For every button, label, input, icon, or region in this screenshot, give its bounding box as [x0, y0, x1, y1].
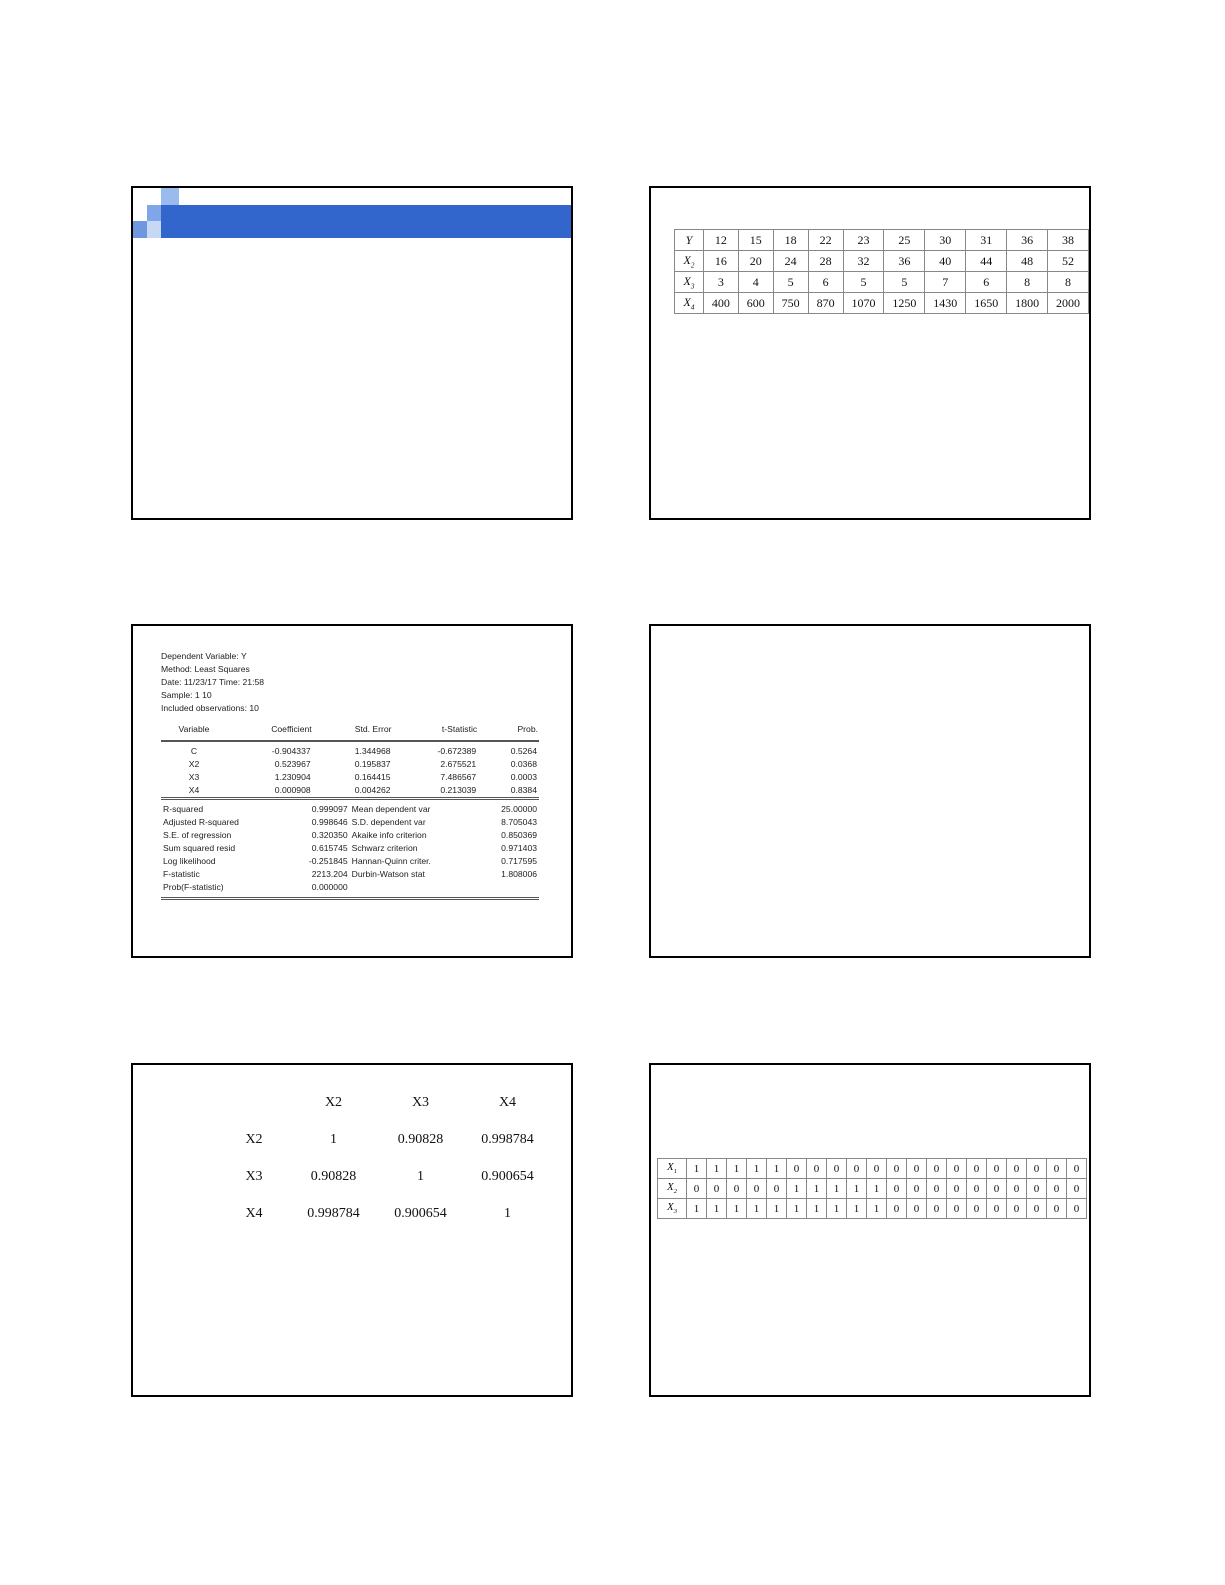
table-cell: 1: [827, 1179, 847, 1199]
table-cell: 36: [1007, 230, 1048, 251]
matrix-row: [219, 1159, 550, 1194]
coefficient-row: [161, 758, 539, 771]
table-cell: 8: [1048, 272, 1089, 293]
row-label-text: X: [683, 294, 691, 309]
correlation-matrix: [217, 1083, 552, 1233]
matrix-cell: 0.998784: [307, 1205, 360, 1221]
statistic-cell: 0.000000: [284, 881, 350, 899]
row-label-text: X: [683, 252, 691, 267]
row-label: [658, 1199, 687, 1219]
statistic-cell: 0.615745: [311, 843, 348, 853]
slide-4: [649, 624, 1091, 958]
table-cell: 6: [808, 272, 843, 293]
decor-square: [147, 221, 161, 238]
table-cell: 16: [703, 251, 738, 272]
coefficient-cell: 0.164415: [354, 772, 391, 782]
statistic-cell: F-statistic: [163, 869, 200, 879]
column-header: Std. Error: [354, 724, 392, 734]
statistic-cell: R-squared: [161, 799, 284, 817]
matrix-cell: 1: [330, 1131, 337, 1147]
decor-square: [161, 188, 179, 205]
title-bar: [161, 205, 573, 238]
statistic-row: [161, 829, 539, 842]
table-cell: 0: [1027, 1179, 1047, 1199]
statistic-cell: Schwarz criterion: [351, 843, 418, 853]
statistic-cell: 0.999097: [284, 799, 350, 817]
matrix-cell: 0.998784: [481, 1131, 534, 1147]
statistic-cell: -0.251845: [308, 856, 348, 866]
table-cell: 40: [925, 251, 966, 272]
row-label: [675, 230, 704, 251]
decor-square: [133, 221, 147, 238]
coefficient-cell: X2: [188, 759, 200, 769]
table-cell: 0: [967, 1199, 987, 1219]
coefficient-cell: -0.672389: [393, 741, 479, 758]
row-label-text: X: [666, 1181, 674, 1194]
row-label-subscript: 2: [690, 261, 695, 270]
matrix-row: [219, 1196, 550, 1231]
column-header: X2: [324, 1094, 343, 1110]
column-header: t-Statistic: [441, 724, 478, 734]
row-label: [658, 1179, 687, 1199]
header-line: Sample: 1 10: [161, 690, 212, 700]
row-label-subscript: 1: [673, 1168, 678, 1176]
row-label-text: Y: [685, 232, 693, 247]
corner-cell: [219, 1085, 289, 1120]
table-cell: 0: [1027, 1159, 1047, 1179]
statistic-cell: [478, 881, 539, 899]
slide-5: [131, 1063, 573, 1397]
table-cell: 0: [947, 1159, 967, 1179]
column-header: X4: [498, 1094, 517, 1110]
coefficient-cell: -0.904337: [227, 741, 313, 758]
row-label-subscript: 3: [673, 1208, 678, 1216]
table-cell: 24: [773, 251, 808, 272]
column-header: Coefficient: [271, 724, 312, 734]
table-cell: 1: [747, 1199, 767, 1219]
coefficient-table: [161, 721, 539, 797]
coefficient-cell: X4: [188, 785, 200, 795]
dummy-table: [657, 1158, 1087, 1219]
table-cell: 1: [827, 1199, 847, 1219]
table-cell: 0: [827, 1159, 847, 1179]
table-cell: 0: [1027, 1199, 1047, 1219]
table-row: [675, 272, 1089, 293]
statistic-cell: Durbin-Watson stat: [351, 869, 425, 879]
table-cell: 0: [927, 1199, 947, 1219]
table-cell: 1: [847, 1199, 867, 1219]
table-cell: 0: [907, 1199, 927, 1219]
table-cell: 0: [1067, 1199, 1087, 1219]
table-cell: 0: [707, 1179, 727, 1199]
table-cell: 1: [847, 1179, 867, 1199]
row-label: [658, 1159, 687, 1179]
table-cell: 1: [747, 1159, 767, 1179]
table-row: [658, 1199, 1087, 1219]
row-label: [675, 293, 704, 314]
table-row: [658, 1159, 1087, 1179]
table-cell: 0: [767, 1179, 787, 1199]
row-label: X3: [245, 1168, 263, 1184]
statistic-row: [161, 799, 539, 817]
slide-6: [649, 1063, 1091, 1397]
table-row: [675, 293, 1089, 314]
statistic-cell: Log likelihood: [163, 856, 216, 866]
table-cell: 0: [1067, 1179, 1087, 1199]
table-cell: 1800: [1007, 293, 1048, 314]
coefficient-cell: 2.675521: [440, 759, 477, 769]
regression-header: [161, 650, 539, 715]
statistic-cell: 0.320350: [311, 830, 348, 840]
table-cell: 1250: [884, 293, 925, 314]
table-cell: 0: [907, 1179, 927, 1199]
table-cell: 1650: [966, 293, 1007, 314]
table-cell: 0: [1007, 1159, 1027, 1179]
table-cell: 48: [1007, 251, 1048, 272]
table-cell: 3: [703, 272, 738, 293]
table-cell: 0: [787, 1159, 807, 1179]
table-cell: 0: [987, 1179, 1007, 1199]
matrix-cell: 0.90828: [310, 1168, 357, 1184]
coefficient-cell: 1.344968: [313, 741, 393, 758]
table-cell: 12: [703, 230, 738, 251]
table-cell: 0: [1047, 1159, 1067, 1179]
table-cell: 28: [808, 251, 843, 272]
table-cell: 0: [727, 1179, 747, 1199]
row-label: [675, 251, 704, 272]
coefficient-cell: 0.195837: [354, 759, 391, 769]
row-label-text: X: [683, 273, 691, 288]
table-cell: 0: [887, 1159, 907, 1179]
table-cell: 1: [687, 1199, 707, 1219]
table-cell: 1: [807, 1179, 827, 1199]
table-cell: 1: [767, 1159, 787, 1179]
table-cell: 23: [843, 230, 884, 251]
table-cell: 0: [1007, 1199, 1027, 1219]
table-cell: 0: [887, 1199, 907, 1219]
table-cell: 0: [867, 1159, 887, 1179]
matrix-cell: 1: [417, 1168, 424, 1184]
table-cell: 1: [707, 1159, 727, 1179]
table-cell: 4: [738, 272, 773, 293]
matrix-row: [219, 1122, 550, 1157]
matrix-cell: 1: [504, 1205, 511, 1221]
statistic-cell: 0.971403: [501, 843, 537, 853]
table-cell: 1: [867, 1179, 887, 1199]
table-cell: 1: [807, 1199, 827, 1219]
row-label-subscript: 2: [673, 1188, 678, 1196]
slide-3: [131, 624, 573, 958]
coefficient-cell: 0.0368: [510, 759, 537, 769]
table-cell: 0: [927, 1159, 947, 1179]
statistic-row: [161, 855, 539, 868]
coefficient-cell: 0.213039: [440, 785, 477, 795]
coefficient-cell: 0.5264: [478, 741, 539, 758]
statistic-row: [161, 842, 539, 855]
row-label-text: X: [666, 1201, 674, 1214]
table-cell: 0: [887, 1179, 907, 1199]
statistic-cell: Prob(F-statistic): [161, 881, 284, 899]
statistic-cell: 25.00000: [478, 799, 539, 817]
statistic-cell: Hannan-Quinn criter.: [351, 856, 431, 866]
table-cell: 0: [947, 1199, 967, 1219]
regression-output: [161, 650, 539, 900]
statistic-cell: Akaike info criterion: [351, 830, 427, 840]
table-cell: 1: [727, 1159, 747, 1179]
table-cell: 0: [747, 1179, 767, 1199]
coefficient-row: [161, 741, 539, 758]
table-cell: 2000: [1048, 293, 1089, 314]
table-cell: 0: [967, 1179, 987, 1199]
statistic-cell: [350, 881, 478, 899]
slide-2: [649, 186, 1091, 520]
statistic-cell: Adjusted R-squared: [163, 817, 239, 827]
data-table: [674, 229, 1089, 314]
statistic-cell: 0.850369: [501, 830, 537, 840]
table-cell: 44: [966, 251, 1007, 272]
statistic-cell: S.D. dependent var: [351, 817, 426, 827]
table-cell: 52: [1048, 251, 1089, 272]
statistic-cell: S.E. of regression: [163, 830, 232, 840]
table-cell: 0: [947, 1179, 967, 1199]
table-cell: 22: [808, 230, 843, 251]
statistic-cell: Sum squared resid: [163, 843, 236, 853]
row-label: [675, 272, 704, 293]
coefficient-cell: 1.230904: [274, 772, 311, 782]
table-row: [675, 251, 1089, 272]
coefficient-cell: 0.0003: [510, 772, 537, 782]
statistic-cell: 0.717595: [501, 856, 537, 866]
table-cell: 1: [867, 1199, 887, 1219]
table-cell: 1: [707, 1199, 727, 1219]
table-cell: 600: [738, 293, 773, 314]
table-cell: 8: [1007, 272, 1048, 293]
table-cell: 0: [687, 1179, 707, 1199]
table-cell: 0: [1047, 1179, 1067, 1199]
table-cell: 0: [987, 1159, 1007, 1179]
coefficient-cell: 0.000908: [274, 785, 311, 795]
statistic-cell: 1.808006: [501, 869, 537, 879]
table-cell: 0: [907, 1159, 927, 1179]
table-cell: 5: [773, 272, 808, 293]
table-cell: 1: [687, 1159, 707, 1179]
table-cell: 31: [966, 230, 1007, 251]
statistic-cell: 8.705043: [501, 817, 537, 827]
statistic-row: [161, 816, 539, 829]
matrix-cell: 0.90828: [397, 1131, 444, 1147]
coefficient-cell: 7.486567: [440, 772, 477, 782]
row-label: X2: [245, 1131, 263, 1147]
table-cell: 36: [884, 251, 925, 272]
table-cell: 7: [925, 272, 966, 293]
table-row: [658, 1179, 1087, 1199]
table-cell: 20: [738, 251, 773, 272]
table-cell: 0: [927, 1179, 947, 1199]
table-cell: 15: [738, 230, 773, 251]
table-cell: 1: [767, 1199, 787, 1219]
column-header: Variable: [178, 724, 210, 734]
table-cell: 0: [1047, 1199, 1067, 1219]
table-cell: 18: [773, 230, 808, 251]
table-row: [675, 230, 1089, 251]
table-cell: 32: [843, 251, 884, 272]
statistic-cell: Mean dependent var: [350, 799, 478, 817]
table-cell: 1: [787, 1199, 807, 1219]
row-label: X4: [245, 1205, 263, 1221]
table-cell: 30: [925, 230, 966, 251]
coefficient-cell: 0.004262: [354, 785, 391, 795]
coefficient-row: [161, 771, 539, 784]
table-cell: 400: [703, 293, 738, 314]
header-line: Dependent Variable: Y: [161, 651, 247, 661]
header-line: Included observations: 10: [161, 703, 259, 713]
matrix-cell: 0.900654: [394, 1205, 447, 1221]
table-cell: 0: [987, 1199, 1007, 1219]
coefficient-cell: X3: [188, 772, 200, 782]
table-cell: 0: [1007, 1179, 1027, 1199]
table-cell: 750: [773, 293, 808, 314]
table-cell: 1070: [843, 293, 884, 314]
statistic-cell: 0.998646: [311, 817, 348, 827]
slide-1: [131, 186, 573, 520]
statistic-cell: 2213.204: [311, 869, 348, 879]
table-cell: 5: [843, 272, 884, 293]
table-cell: 6: [966, 272, 1007, 293]
column-header: X3: [411, 1094, 430, 1110]
coefficient-cell: 0.8384: [510, 785, 537, 795]
header-line: Date: 11/23/17 Time: 21:58: [161, 677, 265, 687]
table-cell: 0: [847, 1159, 867, 1179]
coefficient-row: [161, 784, 539, 797]
coefficient-cell: C: [161, 741, 227, 758]
table-cell: 0: [967, 1159, 987, 1179]
row-label-subscript: 3: [690, 282, 695, 291]
header-line: Method: Least Squares: [161, 664, 250, 674]
table-cell: 870: [808, 293, 843, 314]
table-cell: 1: [727, 1199, 747, 1219]
table-cell: 0: [807, 1159, 827, 1179]
coefficient-cell: 0.523967: [274, 759, 311, 769]
table-cell: 0: [1067, 1159, 1087, 1179]
statistic-row: [161, 881, 539, 899]
statistics-table: [161, 797, 539, 900]
row-label-subscript: 4: [690, 303, 695, 312]
table-cell: 1: [787, 1179, 807, 1199]
column-header: Prob.: [517, 724, 538, 734]
matrix-cell: 0.900654: [481, 1168, 534, 1184]
row-label-text: X: [666, 1161, 674, 1174]
statistic-row: [161, 868, 539, 881]
table-cell: 1430: [925, 293, 966, 314]
table-cell: 38: [1048, 230, 1089, 251]
table-cell: 25: [884, 230, 925, 251]
table-cell: 5: [884, 272, 925, 293]
